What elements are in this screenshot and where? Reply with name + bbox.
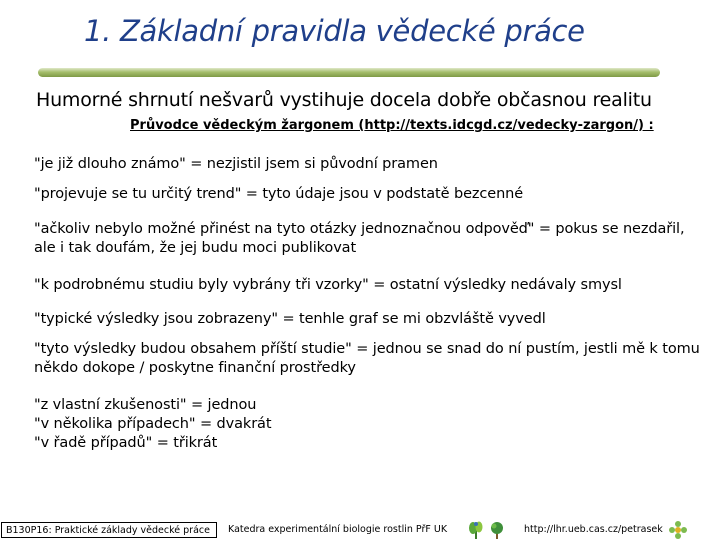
jargon-line: "tyto výsledky budou obsahem příští studie" = jednou se snad do ní pustím, jestli mě k tomu xyxy=(34,341,700,357)
jargon-item xyxy=(34,276,622,295)
slide-subtitle: Humorné shrnutí nešvarů vystihuje docela dobře občasnou realitu xyxy=(36,89,652,111)
footer xyxy=(0,520,720,540)
jargon-item xyxy=(34,396,271,453)
title-underline-bar xyxy=(38,68,660,77)
jargon-line: někdo dokope / poskytne finanční prostředky xyxy=(34,360,356,376)
jargon-line: "v několika případech" = dvakrát xyxy=(34,416,272,432)
source-suffix: ) : xyxy=(638,118,654,133)
jargon-item xyxy=(34,340,700,378)
flower-logo-icon xyxy=(668,520,688,540)
jargon-line: "projevuje se tu určitý trend" = tyto údaje jsou v podstatě bezcenné xyxy=(34,186,524,202)
footer-course: B130P16: Praktické základy vědecké práce xyxy=(1,522,217,538)
jargon-line: "v řadě případů" = třikrát xyxy=(34,435,218,451)
footer-department: Katedra experimentální biologie rostlin PřF UK xyxy=(228,524,448,535)
tree-logo-icon xyxy=(488,520,506,540)
footer-url: http://lhr.ueb.cas.cz/petrasek xyxy=(524,524,663,535)
jargon-item xyxy=(34,310,546,329)
jargon-line: ale i tak doufám, že jej budu moci publikovat xyxy=(34,240,357,256)
jargon-line: "z vlastní zkušenosti" = jednou xyxy=(34,397,257,413)
source-reference xyxy=(130,118,654,133)
jargon-item xyxy=(34,155,438,174)
source-prefix: Průvodce vědeckým žargonem ( xyxy=(130,118,365,133)
jargon-item xyxy=(34,220,684,258)
jargon-line: "je již dlouho známo" = nezjistil jsem si původní pramen xyxy=(34,156,438,172)
slide-title: 1. Základní pravidla vědecké práce xyxy=(84,14,585,48)
source-link[interactable]: http://texts.idcgd.cz/vedecky-zargon/ xyxy=(364,118,638,133)
jargon-line: "k podrobnému studiu byly vybrány tři vzorky" = ostatní výsledky nedávaly smysl xyxy=(34,277,622,293)
jargon-item xyxy=(34,185,523,204)
jargon-line: "typické výsledky jsou zobrazeny" = tenhle graf se mi obzvláště vyvedl xyxy=(34,311,546,327)
plant-logo-icon xyxy=(466,520,486,540)
jargon-line: "ačkoliv nebylo možné přinést na tyto otázky jednoznačnou odpověď" = pokus se nezdařil, xyxy=(34,221,685,237)
